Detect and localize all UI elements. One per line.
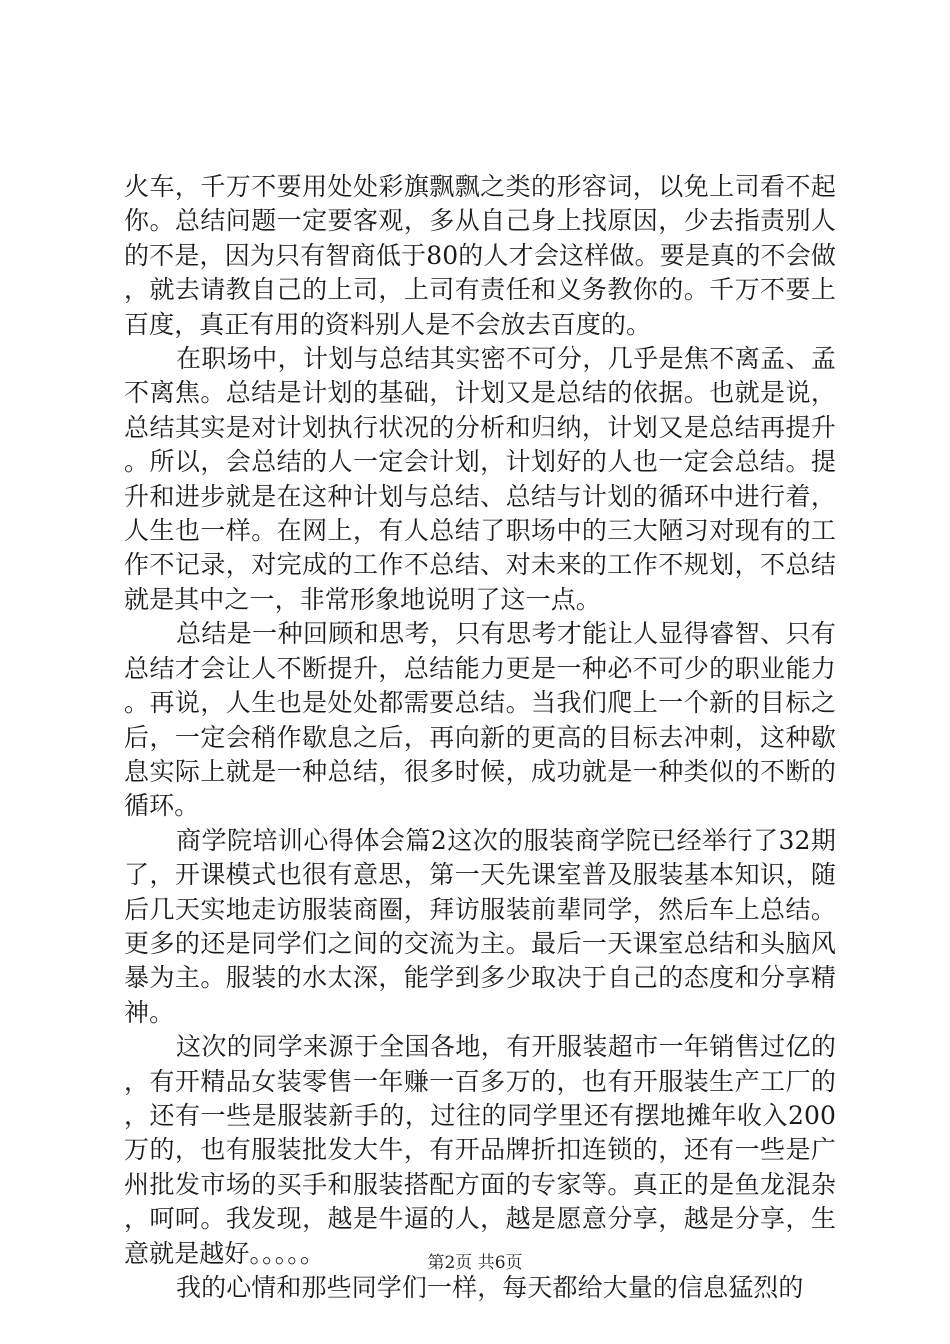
- paragraph-4: 商学院培训心得体会篇2这次的服装商学院已经举行了32期了，开课模式也很有意思，第一天先课室普及服装基本知识，随后几天实地走访服装商圈，拜访服装前辈同学，然后车上总结。更多的还是同学们之间的交流为主。最后一天课室总结和头脑风暴为主。服装的水太深，能学到多少取决于自己的态度和分享精神。: [124, 825, 836, 1027]
- paragraph-3: 总结是一种回顾和思考，只有思考才能让人显得睿智、只有总结才会让人不断提升，总结能力更是一种必不可少的职业能力。再说，人生也是处处都需要总结。当我们爬上一个新的目标之后，一定会稍作歇息之后，再向新的更高的目标去冲刺，这种歇息实际上就是一种总结，很多时候，成功就是一种类似的不断的循环。: [124, 619, 836, 821]
- paragraph-2: 在职场中，计划与总结其实密不可分，几乎是焦不离孟、孟不离焦。总结是计划的基础，计划又是总结的依据。也就是说，总结其实是对计划执行状况的分析和归纳，计划又是总结再提升。所以，会总结的人一定会计划，计划好的人也一定会总结。提升和进步就是在这种计划与总结、总结与计划的循环中进行着，人生也一样。在网上，有人总结了职场中的三大陋习对现有的工作不记录，对完成的工作不总结、对未来的工作不规划，不总结就是其中之一，非常形象地说明了这一点。: [124, 344, 836, 614]
- page-number-footer: 第2页 共6页: [427, 1253, 523, 1273]
- document-body: [124, 170, 836, 1305]
- paragraph-1: 火车，千万不要用处处彩旗飘飘之类的形容词，以免上司看不起你。总结问题一定要客观，多从自己身上找原因，少去指责别人的不是，因为只有智商低于80的人才会这样做。要是真的不会做，就去请教自己的上司，上司有责任和义务教你的。千万不要上百度，真正有用的资料别人是不会放去百度的。: [124, 172, 836, 339]
- paragraph-5: 这次的同学来源于全国各地，有开服装超市一年销售过亿的，有开精品女装零售一年赚一百多万的，也有开服装生产工厂的，还有一些是服装新手的，过往的同学里还有摆地摊年收入200万的，也有服装批发大牛，有开品牌折扣连锁的，还有一些是广州批发市场的买手和服装搭配方面的专家等。真正的是鱼龙混杂，呵呵。我发现，越是牛逼的人，越是愿意分享，越是分享，生意就是越好。。。。。: [124, 1032, 836, 1268]
- paragraph-6: 我的心情和那些同学们一样，每天都给大量的信息猛烈的: [176, 1273, 804, 1302]
